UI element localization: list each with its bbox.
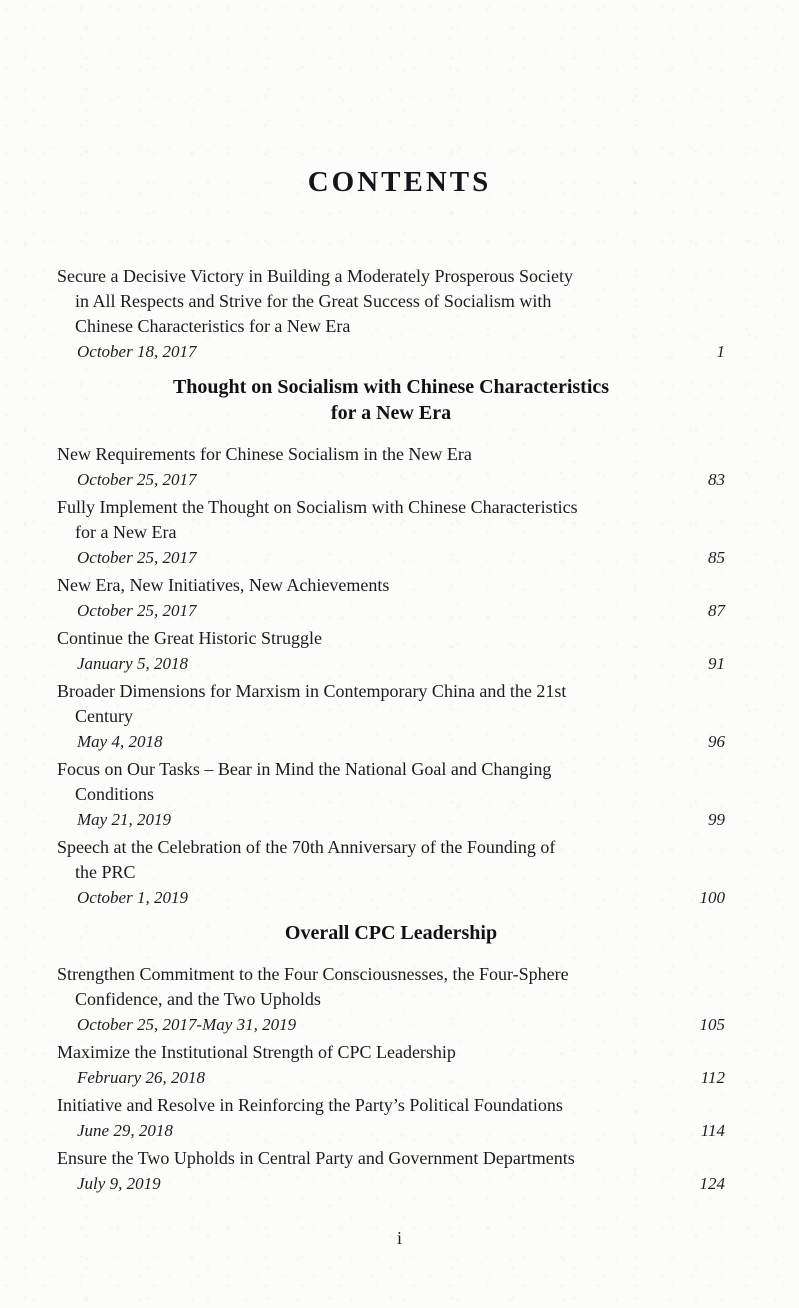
toc-entry-title-line: Speech at the Celebration of the 70th Anniversary of the Founding of bbox=[57, 837, 556, 857]
toc-entry-meta bbox=[57, 885, 725, 910]
page-number-folio: i bbox=[396, 1228, 402, 1248]
toc-entry-title-line: Initiative and Resolve in Reinforcing the Party’s Political Foundations bbox=[57, 1095, 563, 1115]
toc-entry bbox=[57, 442, 725, 492]
section-heading bbox=[57, 920, 725, 946]
toc-entry-title-line: the PRC bbox=[75, 862, 136, 882]
toc-entry bbox=[57, 1146, 725, 1196]
toc-section bbox=[57, 920, 725, 1196]
toc-entry-page-number: 83 bbox=[708, 470, 725, 489]
section-heading-line: for a New Era bbox=[330, 402, 452, 424]
toc-entry-page-number: 112 bbox=[700, 1068, 725, 1087]
toc-entry-date: October 25, 2017-May 31, 2019 bbox=[77, 1015, 297, 1034]
toc-entry-page-number: 87 bbox=[708, 601, 725, 620]
toc-entry-page-number: 100 bbox=[699, 888, 725, 907]
toc-entry-title bbox=[57, 495, 725, 545]
toc-entry bbox=[57, 264, 725, 364]
toc-entry-meta bbox=[57, 1065, 725, 1090]
toc-entry-title bbox=[57, 264, 725, 339]
toc-entry-date: February 26, 2018 bbox=[77, 1068, 205, 1087]
toc-entry-date: October 1, 2019 bbox=[77, 888, 188, 907]
toc-entry bbox=[57, 495, 725, 570]
toc-entry bbox=[57, 573, 725, 623]
toc-entry-title-line: Fully Implement the Thought on Socialism with Chinese Characteristics bbox=[57, 497, 578, 517]
toc-entry-page-number: 114 bbox=[700, 1121, 725, 1140]
toc-entry-title bbox=[57, 442, 725, 467]
toc-entry-title bbox=[57, 1146, 725, 1171]
toc-entry-title bbox=[57, 679, 725, 729]
toc-entry-title-line: Maximize the Institutional Strength of CPC Leadership bbox=[57, 1042, 456, 1062]
toc-entry-title-line: Continue the Great Historic Struggle bbox=[57, 628, 322, 648]
toc-entry-date: May 21, 2019 bbox=[77, 810, 171, 829]
toc-entry-meta bbox=[57, 1171, 725, 1196]
toc-entry-meta bbox=[57, 807, 725, 832]
toc-entry bbox=[57, 962, 725, 1037]
toc-entry-meta bbox=[57, 1118, 725, 1143]
toc-entry-meta bbox=[57, 339, 725, 364]
toc-entry-page-number: 99 bbox=[708, 810, 725, 829]
toc-entry-meta bbox=[57, 598, 725, 623]
toc-entry-title-line: Ensure the Two Upholds in Central Party and Government Departments bbox=[57, 1148, 575, 1168]
toc-entry-title-line: Secure a Decisive Victory in Building a Moderately Prosperous Society bbox=[57, 266, 573, 286]
toc-entry-meta bbox=[57, 545, 725, 570]
toc-entry-date: May 4, 2018 bbox=[77, 732, 163, 751]
toc-entry bbox=[57, 679, 725, 754]
toc-entry-date: October 25, 2017 bbox=[77, 470, 197, 489]
toc-entry-page-number: 1 bbox=[716, 342, 725, 361]
toc-entry-page-number: 91 bbox=[708, 654, 725, 673]
toc-entry bbox=[57, 835, 725, 910]
section-heading bbox=[57, 374, 725, 426]
toc-entry-date: October 18, 2017 bbox=[77, 342, 197, 361]
toc-entry-title bbox=[57, 757, 725, 807]
toc-entry-title bbox=[57, 962, 725, 1012]
toc-entry bbox=[57, 626, 725, 676]
toc-entry-title bbox=[57, 1093, 725, 1118]
toc-entry-title-line: for a New Era bbox=[75, 522, 177, 542]
toc-entry-date: June 29, 2018 bbox=[77, 1121, 173, 1140]
section-heading-line: Thought on Socialism with Chinese Characteristics bbox=[172, 376, 610, 398]
toc-entry-title-line: New Requirements for Chinese Socialism in the New Era bbox=[57, 444, 472, 464]
toc-entry-date: October 25, 2017 bbox=[77, 548, 197, 567]
toc-entry-title bbox=[57, 835, 725, 885]
toc-entry bbox=[57, 1093, 725, 1143]
toc-entry-title-line: New Era, New Initiatives, New Achievements bbox=[57, 575, 390, 595]
toc-section bbox=[57, 264, 725, 364]
toc-entry-title-line: Century bbox=[75, 706, 133, 726]
toc-entry-date: January 5, 2018 bbox=[77, 654, 188, 673]
toc-entry-page-number: 124 bbox=[699, 1174, 725, 1193]
toc-entry-page-number: 96 bbox=[708, 732, 725, 751]
toc-entry-date: October 25, 2017 bbox=[77, 601, 197, 620]
toc-entry-date: July 9, 2019 bbox=[77, 1174, 161, 1193]
toc-entry-page-number: 105 bbox=[699, 1015, 725, 1034]
toc-entry-title-line: Broader Dimensions for Marxism in Contemporary China and the 21st bbox=[57, 681, 567, 701]
toc-entry-title-line: in All Respects and Strive for the Great Success of Socialism with bbox=[75, 291, 552, 311]
toc-entry-meta bbox=[57, 651, 725, 676]
toc-entry-page-number: 85 bbox=[708, 548, 725, 567]
toc-entry-title bbox=[57, 1040, 725, 1065]
toc-entry bbox=[57, 757, 725, 832]
toc-entry-title-line: Strengthen Commitment to the Four Consciousnesses, the Four-Sphere bbox=[57, 964, 569, 984]
toc-entry-title-line: Chinese Characteristics for a New Era bbox=[75, 316, 351, 336]
toc-entry-title-line: Confidence, and the Two Upholds bbox=[75, 989, 321, 1009]
toc-entry-title-line: Focus on Our Tasks – Bear in Mind the National Goal and Changing bbox=[57, 759, 552, 779]
toc-entry-meta bbox=[57, 1012, 725, 1037]
toc-entry-meta bbox=[57, 467, 725, 492]
toc-section bbox=[57, 374, 725, 910]
toc-entry-meta bbox=[57, 729, 725, 754]
toc-entry-title bbox=[57, 626, 725, 651]
section-heading-line: Overall CPC Leadership bbox=[284, 922, 498, 944]
toc-entry-title bbox=[57, 573, 725, 598]
toc-entry-title-line: Conditions bbox=[75, 784, 155, 804]
toc-list bbox=[0, 264, 799, 1196]
toc-entry bbox=[57, 1040, 725, 1090]
page-title: CONTENTS bbox=[307, 166, 492, 198]
